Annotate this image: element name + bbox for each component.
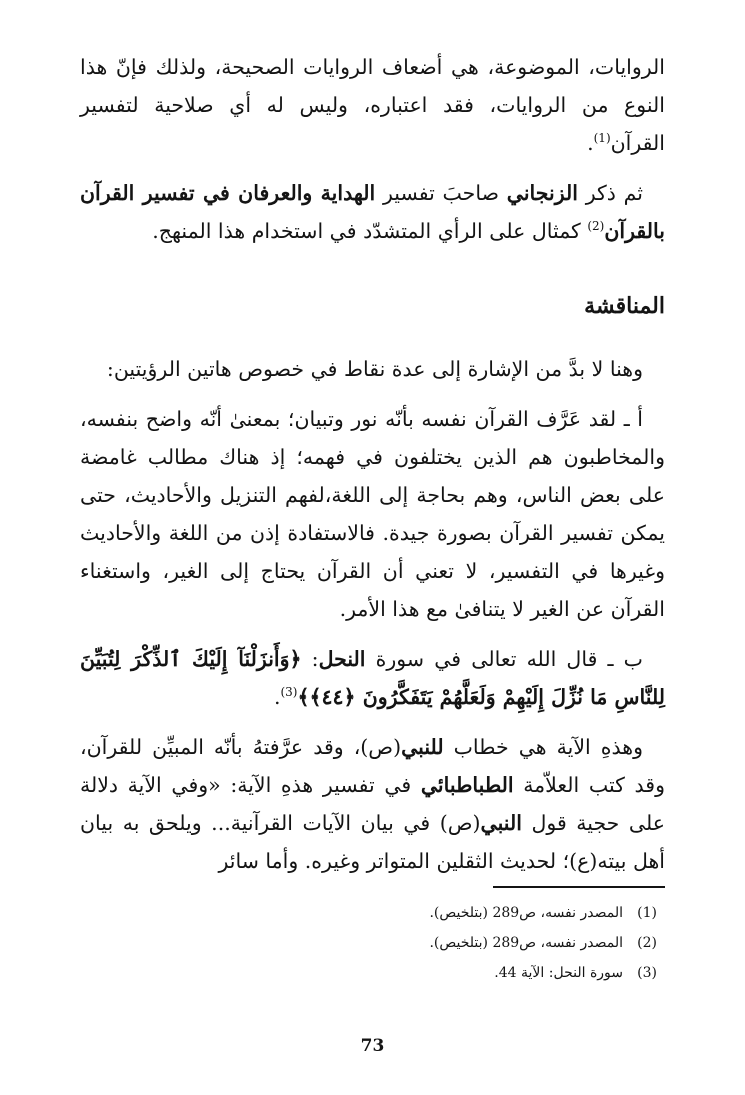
footnote-text: المصدر نفسه، ص289 (بتلخيص). (429, 935, 623, 951)
point-b (80, 640, 665, 716)
footnote-number: (2) (637, 935, 657, 951)
footnote-item (429, 958, 657, 988)
paragraph-text: كمثال على الرأي المتشدّد في استخدام هذا المنهج. (152, 219, 588, 243)
discussion-intro: وهنا لا بدَّ من الإشارة إلى عدة نقاط في خصوص هاتين الرؤيتين: (106, 357, 643, 381)
quran-verse: ﴿وَأَنزَلْنَآ إِلَيْكَ ٱلذِّكْرَ لِتُبَيِّنَ لِلنَّاسِ مَا نُزِّلَ إِلَيْهِمْ وَلَعَلَّهُمْ يَتَفَكَّرُونَ ﴿٤٤﴾﴾ (80, 647, 665, 709)
footnote-number: (3) (637, 965, 657, 981)
footnote-text: سورة النحل: الآية 44. (494, 965, 623, 981)
paragraph-zanjani (80, 174, 665, 250)
paragraph-text: وهذهِ الآية هي خطاب (443, 735, 643, 759)
author-name: الزنجاني (506, 181, 578, 205)
paragraph-continued (80, 48, 665, 162)
section-heading: المناقشة (584, 293, 665, 319)
footnote-ref-2: (2) (587, 219, 605, 234)
footnote-ref-1: (1) (593, 131, 611, 146)
footnote-ref-3: (3) (280, 685, 298, 700)
book-title: الهداية والعرفان في تفسير القرآن بالقرآن (80, 181, 665, 243)
paragraph-text: ب ـ قال الله تعالى في سورة (365, 647, 643, 671)
footnote-number: (1) (637, 905, 657, 921)
footnotes-divider (493, 886, 665, 888)
prophet-term: النبي (480, 811, 522, 835)
footnote-item (429, 898, 657, 928)
footnote-text: المصدر نفسه، ص289 (بتلخيص). (429, 905, 623, 921)
surah-name: النحل (318, 647, 366, 671)
footnote-item (429, 928, 657, 958)
footnotes-list (429, 898, 657, 988)
paragraph-text: (ص)، وقد عرَّفتهُ بأنّه المبيِّن للقرآن، وقد كتب العلاّمة (80, 735, 665, 797)
page-number: 73 (360, 1036, 385, 1056)
paragraph-text: (ص) في بيان الآيات القرآنية... ويلحق به بيان أهل بيته(ع)؛ لحديث الثقلين المتواتر وغيره. وأما سائر (80, 811, 665, 873)
point-a: أ ـ لقد عَرَّف القرآن نفسه بأنّه نور وتبيان؛ بمعنىٰ أنّه واضح بنفسه، والمخاطبون هم الذين يختلفون في فهمه؛ إذ هناك مطالب غامضة على بعض الناس، وهم بحاجة إلى اللغة،لفهم التنزيل والأحاديث، حتى يمكن تفسير القرآن بصورة جيدة. فالاستفادة إذن من اللغة والأحاديث وغيرها في التفسير، لا تعني أن القرآن يحتاج إلى الغير، واستغناء القرآن عن الغير لا يتنافىٰ مع هذا الأمر. (80, 407, 665, 621)
paragraph-text: ثم ذكر (577, 181, 643, 205)
paragraph-text: في تفسير هذهِ الآية: «وفي الآية دلالة على حجية قول (80, 773, 665, 835)
prophet-term: للنبي (401, 735, 444, 759)
scholar-name: الطباطبائي (420, 773, 514, 797)
paragraph-text: : (301, 647, 319, 671)
paragraph-text: الروايات، الموضوعة، هي أضعاف الروايات الصحيحة، ولذلك فإنّ هذا النوع من الروايات، فقد اعتباره، وليس له أي صلاحية لتفسير القرآن (80, 55, 665, 155)
paragraph-end: . (587, 131, 594, 155)
paragraph-prophet (80, 728, 665, 880)
paragraph-text: صاحبَ تفسير (375, 181, 507, 205)
page-body (80, 48, 665, 880)
paragraph-end: . (273, 685, 281, 709)
